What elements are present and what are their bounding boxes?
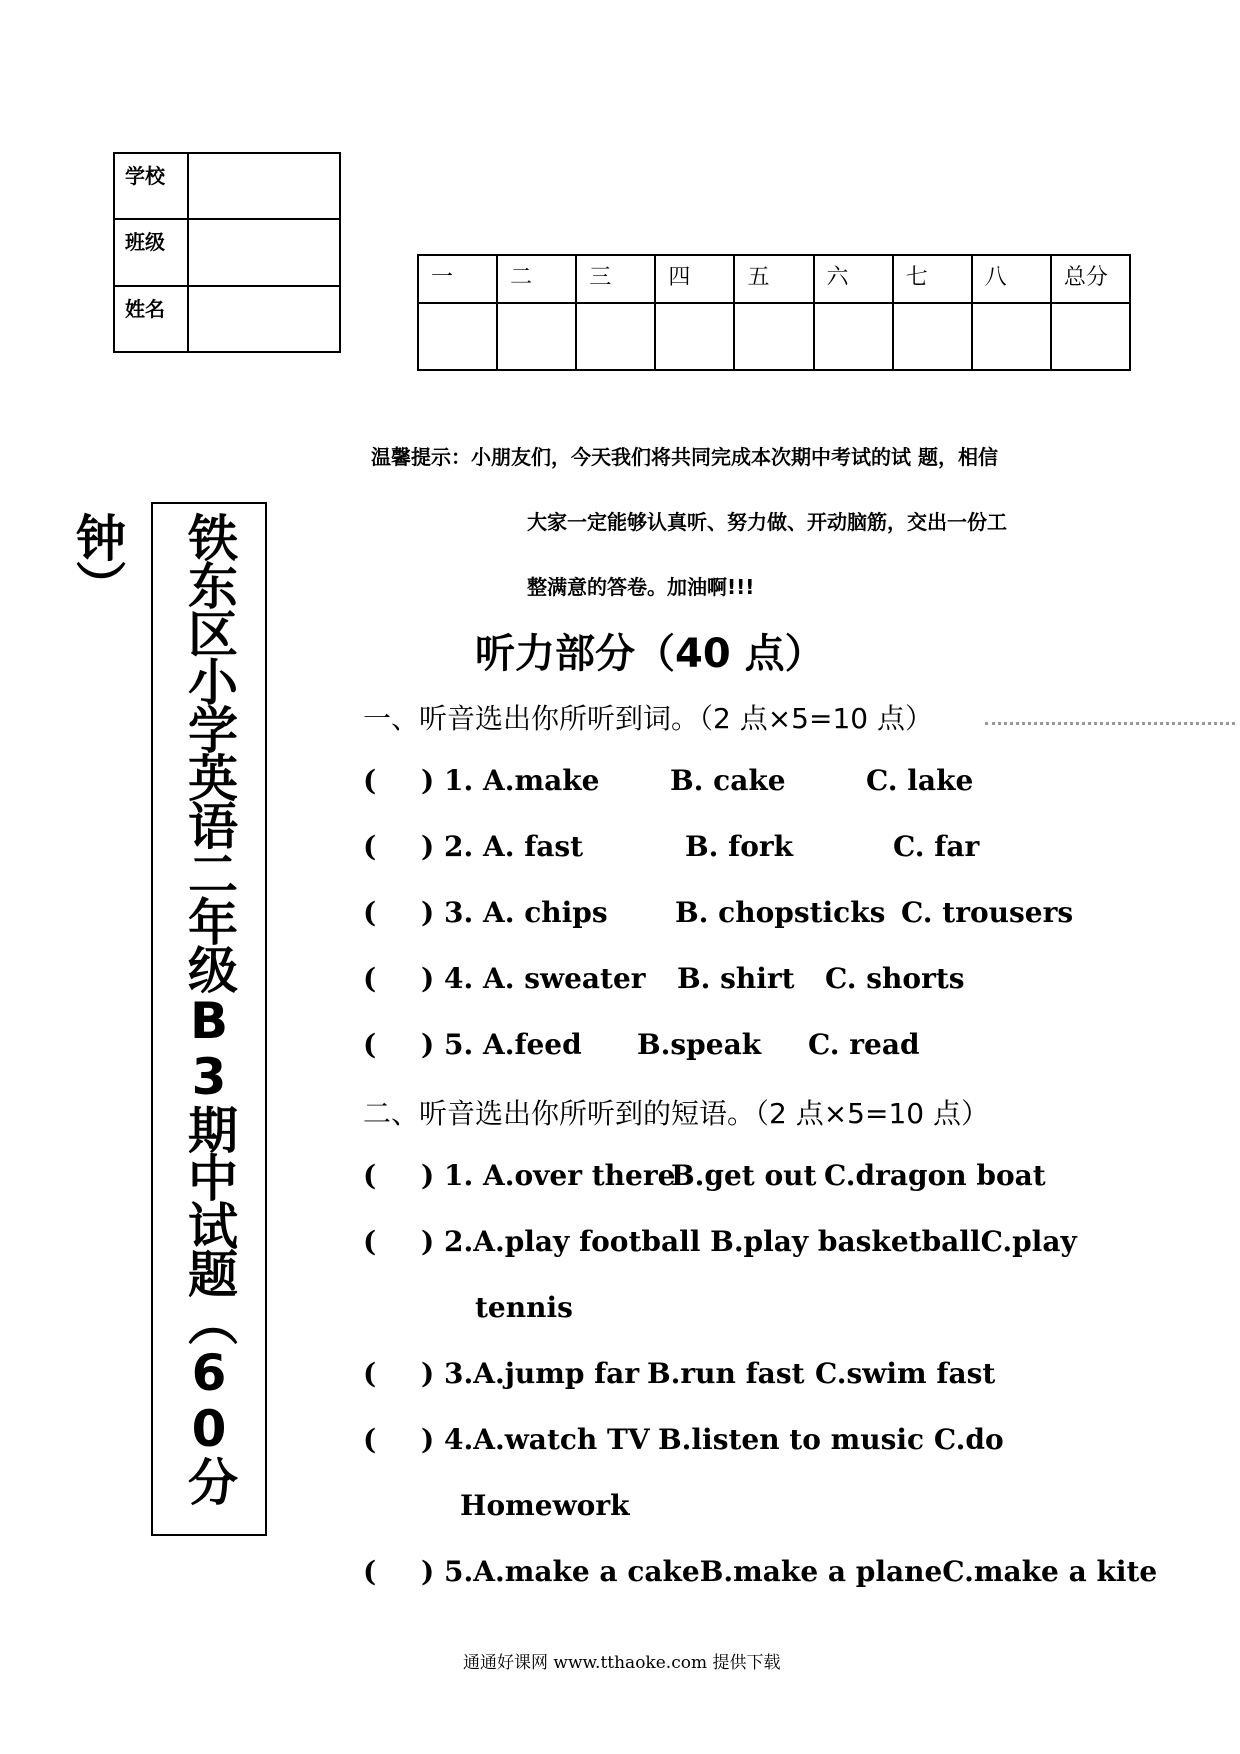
answer-paren[interactable]: ( xyxy=(363,1423,377,1456)
option-c: C. lake xyxy=(866,764,974,797)
score-header: 六 xyxy=(814,255,893,303)
answer-paren[interactable]: ( xyxy=(363,1028,377,1061)
option-c: C. far xyxy=(893,830,980,863)
option-c: C. read xyxy=(808,1028,920,1061)
option-a: ) 4. A. sweater xyxy=(421,962,646,995)
option-b: B.speak xyxy=(637,1028,762,1061)
tip-line-3: 整满意的答卷。加油啊!!! xyxy=(527,575,755,599)
option-b: B.get out xyxy=(671,1159,817,1192)
option-b: B. shirt xyxy=(677,962,795,995)
student-info-table xyxy=(113,152,341,353)
score-header: 八 xyxy=(972,255,1051,303)
question-continuation: tennis xyxy=(475,1291,573,1324)
score-cell[interactable] xyxy=(655,303,734,370)
score-header: 三 xyxy=(576,255,655,303)
score-cell[interactable] xyxy=(576,303,655,370)
option-a: ) 5. A.feed xyxy=(421,1028,582,1061)
option-c: C.swim fast xyxy=(815,1357,996,1390)
option-a: ) 1. A.over there xyxy=(421,1159,676,1192)
school-label: 学校 xyxy=(114,153,188,219)
answer-paren[interactable]: ( xyxy=(363,1555,377,1588)
option-a: ) 3.A.jump far xyxy=(421,1357,640,1390)
name-field[interactable] xyxy=(188,286,340,352)
answer-paren[interactable]: ( xyxy=(363,830,377,863)
option-a: ) 2. A. fast xyxy=(421,830,584,863)
score-header: 总分 xyxy=(1051,255,1130,303)
answer-paren[interactable]: ( xyxy=(363,1159,377,1192)
option-c: C.dragon boat xyxy=(824,1159,1046,1192)
option-b: B. cake xyxy=(670,764,786,797)
tip-line-2: 大家一定能够认真听、努力做、开动脑筋，交出一份工 xyxy=(527,510,1007,534)
class-label: 班级 xyxy=(114,219,188,285)
footer-credit: 通通好课网 www.tthaoke.com 提供下载 xyxy=(463,1653,781,1673)
school-field[interactable] xyxy=(188,153,340,219)
score-header: 一 xyxy=(418,255,497,303)
score-header: 四 xyxy=(655,255,734,303)
score-header: 二 xyxy=(497,255,576,303)
name-label: 姓名 xyxy=(114,286,188,352)
question-continuation: Homework xyxy=(460,1489,630,1522)
option-c: C. shorts xyxy=(825,962,965,995)
score-cell[interactable] xyxy=(972,303,1051,370)
answer-paren[interactable]: ( xyxy=(363,962,377,995)
exam-title: 铁东区小学英语二年级B3期中试题（60分钟） xyxy=(68,512,238,1504)
option-b: B. fork xyxy=(685,830,794,863)
score-cell[interactable] xyxy=(418,303,497,370)
option-a: ) 1. A.make xyxy=(421,764,600,797)
score-cell[interactable] xyxy=(497,303,576,370)
class-field[interactable] xyxy=(188,219,340,285)
option-a: ) 4.A.watch TV xyxy=(421,1423,650,1456)
option-c: C. trousers xyxy=(901,896,1074,929)
question-options: ) 2.A.play football B.play basketballC.play xyxy=(421,1225,1077,1258)
tip-line-1: 温馨提示：小朋友们，今天我们将共同完成本次期中考试的试 题，相信 xyxy=(371,445,998,469)
exam-title-box xyxy=(68,502,267,1536)
score-table xyxy=(417,254,1131,371)
score-header: 七 xyxy=(893,255,972,303)
answer-paren[interactable]: ( xyxy=(363,896,377,929)
dotted-line xyxy=(985,722,1235,725)
score-header: 五 xyxy=(734,255,813,303)
answer-paren[interactable]: ( xyxy=(363,1357,377,1390)
score-cell[interactable] xyxy=(1051,303,1130,370)
score-cell[interactable] xyxy=(893,303,972,370)
option-a: ) 3. A. chips xyxy=(421,896,608,929)
option-b: B.run fast xyxy=(647,1357,805,1390)
score-cell[interactable] xyxy=(734,303,813,370)
section-2-title: 二、听音选出你所听到的短语。（2 点×5=10 点） xyxy=(363,1097,989,1130)
listening-heading: 听力部分（40 点） xyxy=(475,631,825,677)
answer-paren[interactable]: ( xyxy=(363,764,377,797)
answer-paren[interactable]: ( xyxy=(363,1225,377,1258)
option-b: B.listen to music C.do xyxy=(658,1423,1004,1456)
section-1-title: 一、听音选出你所听到词。（2 点×5=10 点） xyxy=(363,702,933,735)
score-cell[interactable] xyxy=(814,303,893,370)
option-b: B. chopsticks xyxy=(675,896,886,929)
question-options: ) 5.A.make a cakeB.make a planeC.make a kite xyxy=(421,1555,1158,1588)
